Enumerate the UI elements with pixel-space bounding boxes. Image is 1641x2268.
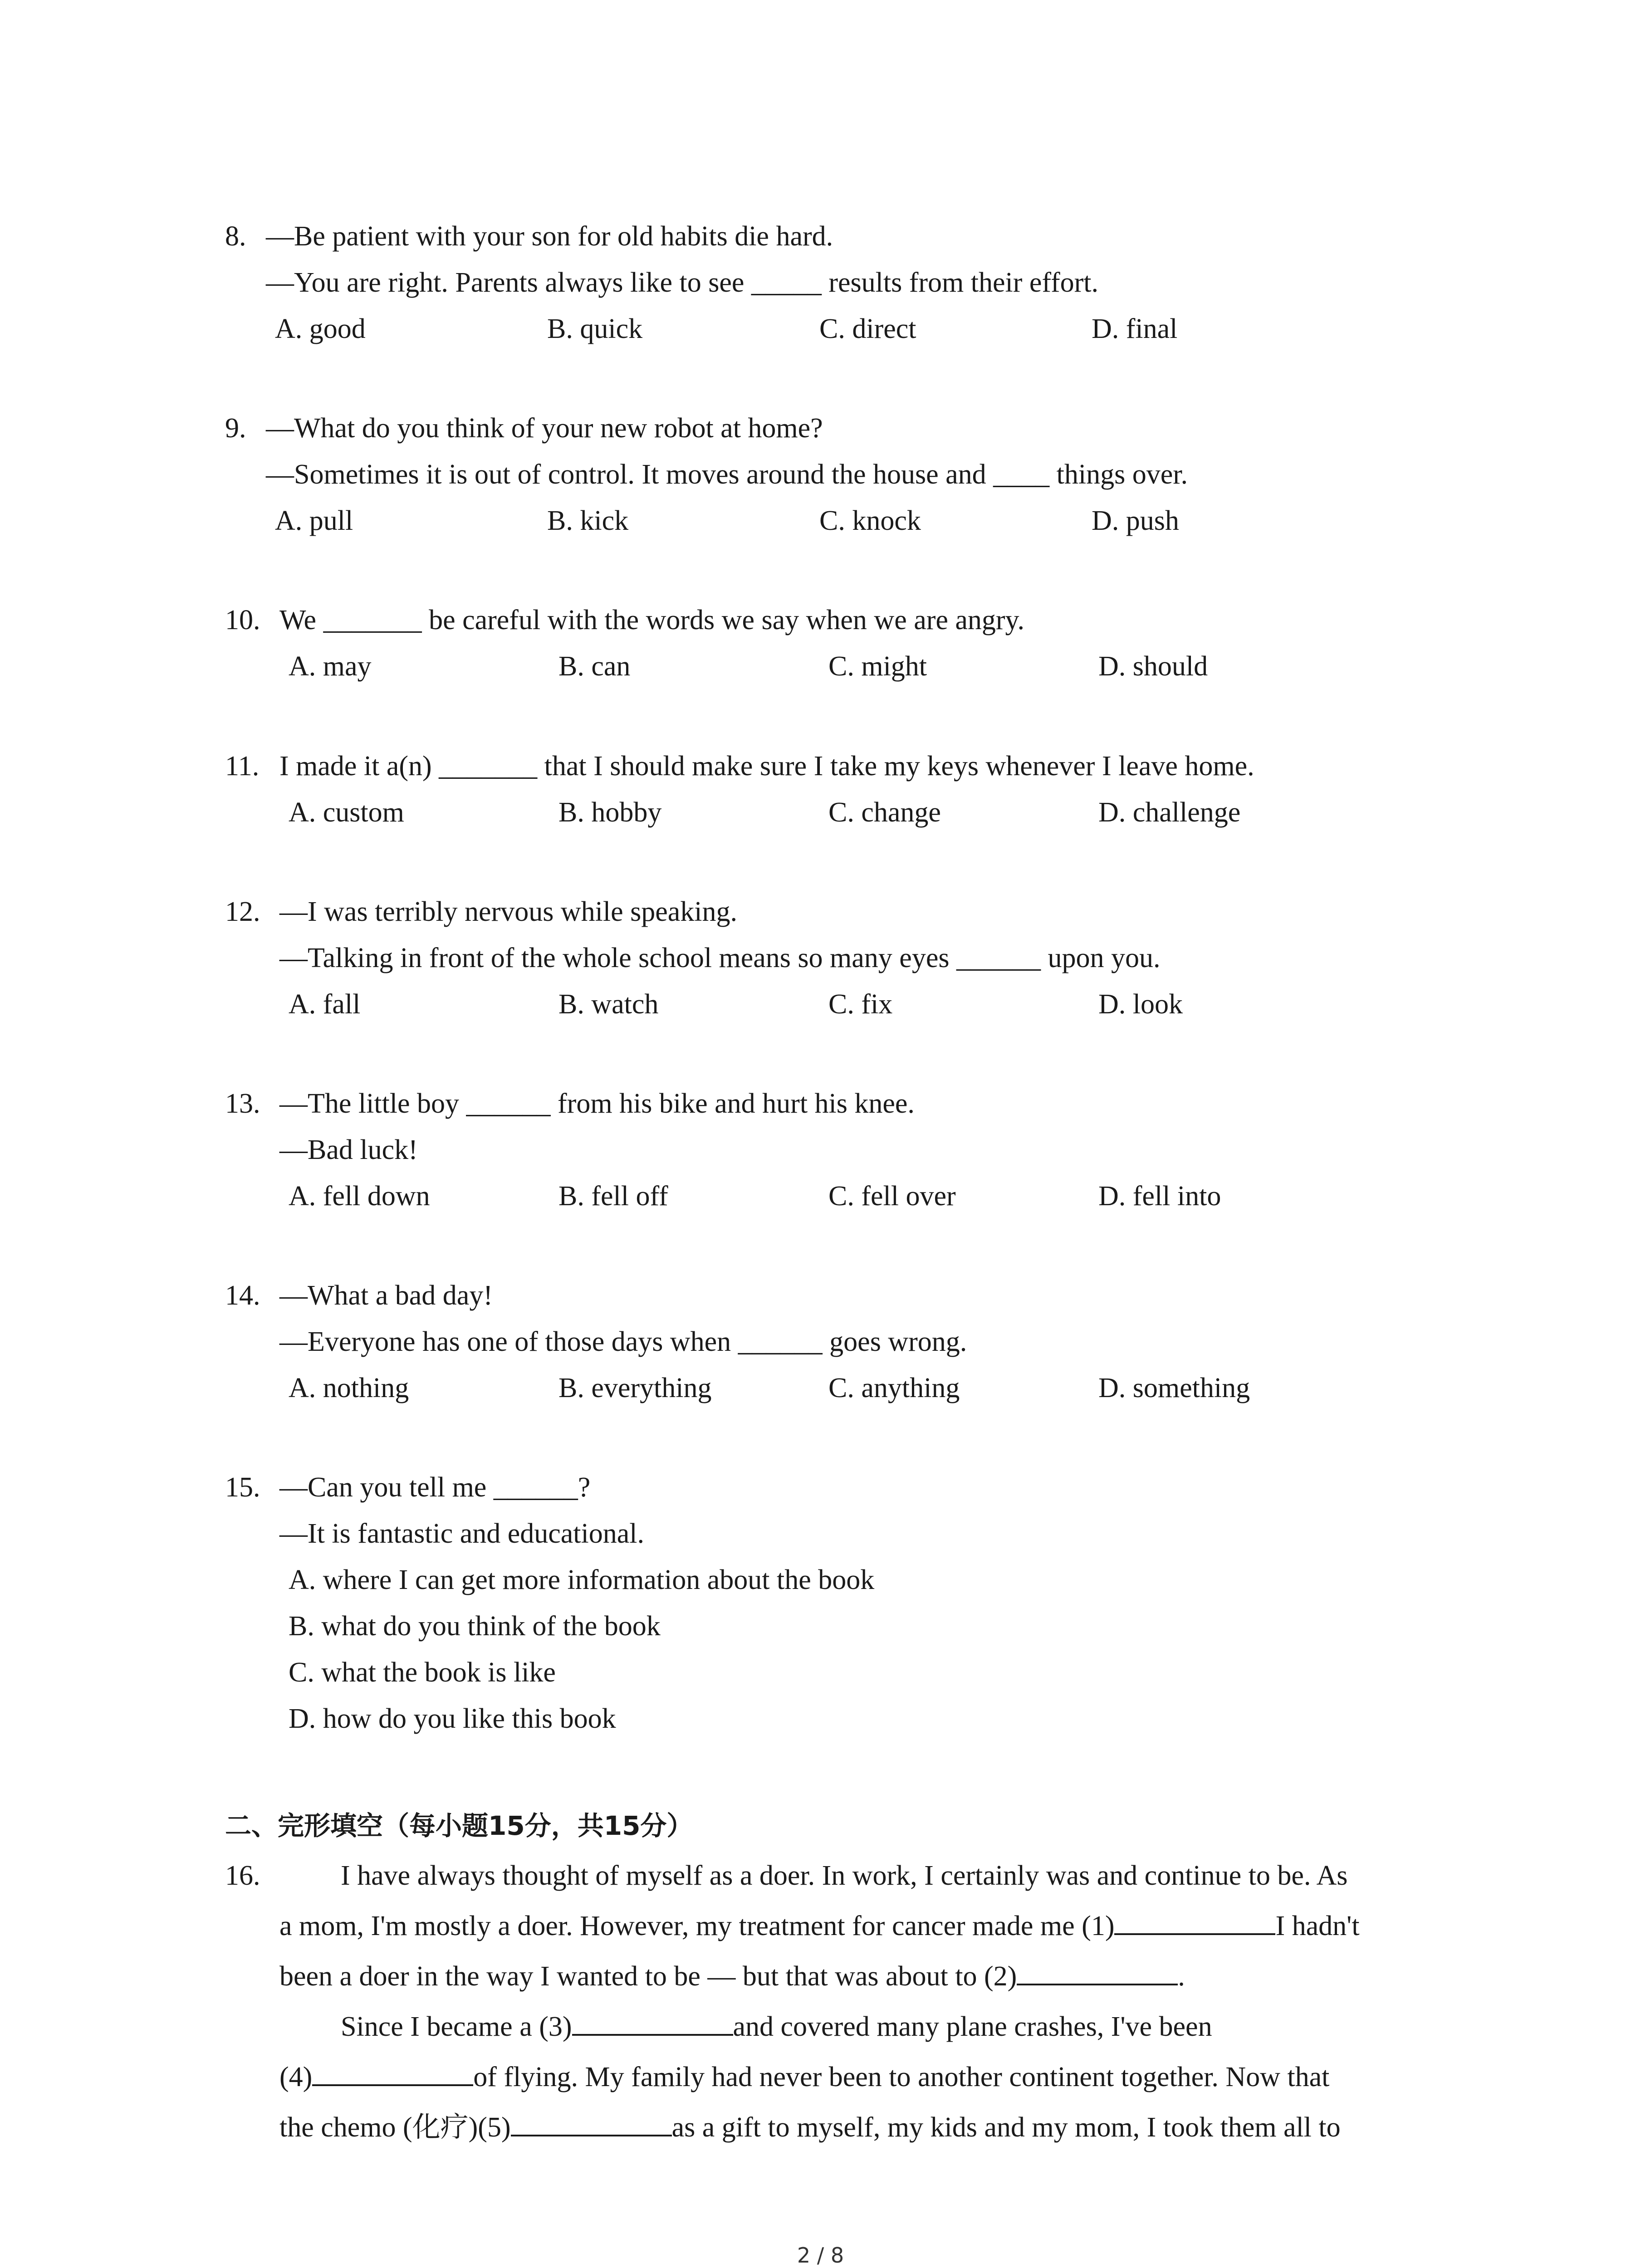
passage-text: (4) xyxy=(279,2062,313,2092)
passage-line xyxy=(225,1951,1450,2002)
question-line xyxy=(225,743,1450,789)
question-13 xyxy=(225,1080,1450,1219)
answer-line: —It is fantastic and educational. xyxy=(279,1518,645,1549)
options-row xyxy=(225,1365,1450,1411)
question-8 xyxy=(225,213,1450,352)
options-row xyxy=(225,981,1450,1027)
option-a[interactable]: A. fell down xyxy=(289,1181,430,1212)
option-d[interactable]: D. final xyxy=(1092,313,1178,344)
passage-text: as a gift to myself, my kids and my mom, I took them all to xyxy=(671,2112,1341,2143)
option-d[interactable]: D. challenge xyxy=(1098,797,1241,828)
option-c[interactable]: C. might xyxy=(828,651,927,682)
passage-line xyxy=(225,1851,1450,1901)
option-b[interactable]: B. quick xyxy=(547,313,643,344)
option-d[interactable]: D. fell into xyxy=(1098,1181,1221,1212)
question-text: —What a bad day! xyxy=(279,1280,493,1311)
option-a[interactable]: A. nothing xyxy=(289,1373,409,1403)
option-d[interactable]: D. push xyxy=(1092,505,1179,536)
question-14 xyxy=(225,1272,1450,1411)
question-line xyxy=(225,1272,1450,1319)
options-row xyxy=(225,498,1450,544)
answer-line: —You are right. Parents always like to see _____ results from their effort. xyxy=(266,267,1098,298)
passage-text: been a doer in the way I wanted to be — but that was about to (2) xyxy=(279,1961,1017,1992)
option-d[interactable]: D. should xyxy=(1098,651,1208,682)
passage-text: Since I became a (3) xyxy=(341,2011,572,2042)
option-a[interactable]: A. where I can get more information about the book xyxy=(289,1564,875,1595)
option-b[interactable]: B. can xyxy=(558,651,631,682)
question-text: —Be patient with your son for old habits die hard. xyxy=(266,221,833,252)
option-c[interactable]: C. anything xyxy=(828,1373,960,1403)
options-row xyxy=(225,1173,1450,1219)
passage-text: I hadn't xyxy=(1275,1911,1360,1941)
passage-text: . xyxy=(1178,1961,1185,1992)
answer-line: —Everyone has one of those days when ______ goes wrong. xyxy=(279,1326,967,1357)
question-line xyxy=(225,889,1450,935)
option-b[interactable]: B. what do you think of the book xyxy=(289,1611,661,1642)
question-text: We _______ be careful with the words we say when we are angry. xyxy=(279,605,1025,635)
question-line xyxy=(225,213,1450,259)
question-11 xyxy=(225,743,1450,836)
answer-line: —Sometimes it is out of control. It moves around the house and ____ things over. xyxy=(266,459,1188,490)
option-a[interactable]: A. custom xyxy=(289,797,404,828)
option-b[interactable]: B. kick xyxy=(547,505,629,536)
question-10 xyxy=(225,597,1450,689)
passage-line xyxy=(225,1901,1450,1951)
blank-5[interactable] xyxy=(511,2109,672,2136)
question-number: 14. xyxy=(225,1280,260,1311)
passage-text: of flying. My family had never been to another continent together. Now that xyxy=(473,2062,1330,2092)
question-number: 12. xyxy=(225,896,260,927)
option-a[interactable]: A. good xyxy=(275,313,366,344)
option-d[interactable]: D. look xyxy=(1098,989,1183,1020)
option-b[interactable]: B. hobby xyxy=(558,797,662,828)
question-number: 16. xyxy=(225,1860,260,1891)
question-text: —The little boy ______ from his bike and hurt his knee. xyxy=(279,1088,915,1119)
passage-line xyxy=(225,2052,1450,2102)
option-b[interactable]: B. everything xyxy=(558,1373,712,1403)
passage-text: I have always thought of myself as a doer. In work, I certainly was and continue to be. As xyxy=(341,1860,1348,1891)
option-a[interactable]: A. fall xyxy=(289,989,361,1020)
question-15 xyxy=(225,1464,1450,1742)
blank-4[interactable] xyxy=(312,2059,473,2086)
question-number: 13. xyxy=(225,1088,260,1119)
blank-3[interactable] xyxy=(572,2009,733,2036)
question-number: 11. xyxy=(225,751,260,782)
section-heading: 二、完形填空（每小题15分，共15分） xyxy=(225,1810,693,1841)
question-line xyxy=(225,405,1450,451)
options-row xyxy=(225,789,1450,836)
option-c[interactable]: C. fell over xyxy=(828,1181,956,1212)
question-number: 15. xyxy=(225,1472,260,1503)
answer-line: —Talking in front of the whole school means so many eyes ______ upon you. xyxy=(279,943,1161,973)
blank-2[interactable] xyxy=(1017,1958,1178,1985)
option-d[interactable]: D. something xyxy=(1098,1373,1250,1403)
question-text: —What do you think of your new robot at home? xyxy=(266,413,823,444)
question-16-passage xyxy=(225,1851,1450,2153)
question-number: 8. xyxy=(225,221,246,252)
passage-text: and covered many plane crashes, I've been xyxy=(733,2011,1212,2042)
option-a[interactable]: A. may xyxy=(289,651,372,682)
blank-1[interactable] xyxy=(1114,1908,1275,1935)
options-row xyxy=(225,306,1450,352)
option-c[interactable]: C. change xyxy=(828,797,941,828)
option-c[interactable]: C. direct xyxy=(819,313,916,344)
passage-line xyxy=(225,2002,1450,2052)
answer-line: —Bad luck! xyxy=(279,1134,418,1165)
question-text: I made it a(n) _______ that I should make sure I take my keys whenever I leave home. xyxy=(279,751,1254,782)
passage-text: a mom, I'm mostly a doer. However, my treatment for cancer made me (1) xyxy=(279,1911,1115,1941)
options-row xyxy=(225,643,1450,689)
option-a[interactable]: A. pull xyxy=(275,505,353,536)
question-12 xyxy=(225,889,1450,1027)
option-d[interactable]: D. how do you like this book xyxy=(289,1703,616,1734)
question-number: 10. xyxy=(225,605,260,635)
option-b[interactable]: B. watch xyxy=(558,989,659,1020)
question-text: —Can you tell me ______? xyxy=(279,1472,591,1503)
option-c[interactable]: C. what the book is like xyxy=(289,1657,556,1688)
question-line xyxy=(225,1080,1450,1127)
option-c[interactable]: C. fix xyxy=(828,989,893,1020)
question-line xyxy=(225,1464,1450,1510)
page-number: 2 / 8 xyxy=(797,2243,844,2268)
question-9 xyxy=(225,405,1450,544)
passage-line xyxy=(225,2102,1450,2153)
option-b[interactable]: B. fell off xyxy=(558,1181,668,1212)
question-line xyxy=(225,597,1450,643)
passage-text: the chemo (化疗)(5) xyxy=(279,2112,511,2143)
question-text: —I was terribly nervous while speaking. xyxy=(279,896,737,927)
question-number: 9. xyxy=(225,413,246,444)
option-c[interactable]: C. knock xyxy=(819,505,921,536)
